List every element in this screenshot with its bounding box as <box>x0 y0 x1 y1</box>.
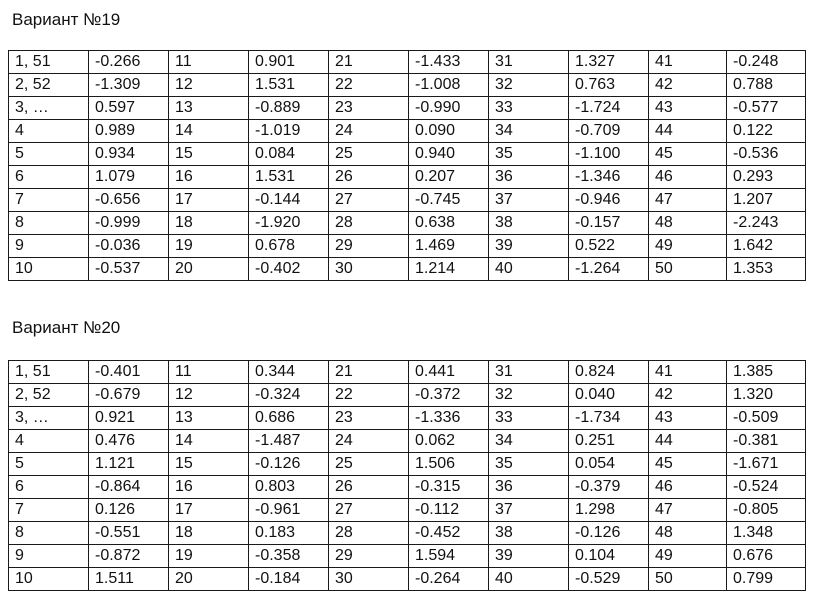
value-cell: 0.799 <box>727 568 806 591</box>
index-cell: 2, 52 <box>9 74 89 97</box>
value-cell: -1.724 <box>569 97 649 120</box>
index-cell: 16 <box>169 166 249 189</box>
index-cell: 33 <box>489 97 569 120</box>
index-cell: 39 <box>489 235 569 258</box>
value-cell: -1.336 <box>409 407 489 430</box>
value-cell: 0.597 <box>89 97 169 120</box>
value-cell: 0.441 <box>409 361 489 384</box>
table-row <box>9 212 806 235</box>
index-cell: 2, 52 <box>9 384 89 407</box>
variant-20-table <box>8 360 806 591</box>
value-cell: -0.961 <box>249 499 329 522</box>
index-cell: 32 <box>489 74 569 97</box>
value-cell: 1.214 <box>409 258 489 281</box>
index-cell: 28 <box>329 212 409 235</box>
value-cell: -1.487 <box>249 430 329 453</box>
value-cell: 1.511 <box>89 568 169 591</box>
table-row <box>9 476 806 499</box>
table-row <box>9 51 806 74</box>
value-cell: 1.469 <box>409 235 489 258</box>
index-cell: 21 <box>329 51 409 74</box>
index-cell: 17 <box>169 499 249 522</box>
value-cell: 0.989 <box>89 120 169 143</box>
index-cell: 19 <box>169 235 249 258</box>
value-cell: 1.121 <box>89 453 169 476</box>
index-cell: 48 <box>649 522 727 545</box>
index-cell: 13 <box>169 97 249 120</box>
index-cell: 17 <box>169 189 249 212</box>
value-cell: 1.079 <box>89 166 169 189</box>
value-cell: 0.940 <box>409 143 489 166</box>
index-cell: 12 <box>169 384 249 407</box>
index-cell: 1, 51 <box>9 51 89 74</box>
value-cell: -0.709 <box>569 120 649 143</box>
index-cell: 24 <box>329 120 409 143</box>
index-cell: 44 <box>649 120 727 143</box>
index-cell: 14 <box>169 430 249 453</box>
index-cell: 5 <box>9 453 89 476</box>
index-cell: 31 <box>489 361 569 384</box>
table-row <box>9 97 806 120</box>
value-cell: -1.920 <box>249 212 329 235</box>
index-cell: 3, … <box>9 407 89 430</box>
value-cell: -0.990 <box>409 97 489 120</box>
index-cell: 37 <box>489 189 569 212</box>
value-cell: -1.433 <box>409 51 489 74</box>
value-cell: -0.358 <box>249 545 329 568</box>
value-cell: -0.536 <box>727 143 806 166</box>
table-row <box>9 522 806 545</box>
value-cell: 1.320 <box>727 384 806 407</box>
value-cell: 0.676 <box>727 545 806 568</box>
value-cell: -0.324 <box>249 384 329 407</box>
value-cell: 0.207 <box>409 166 489 189</box>
index-cell: 18 <box>169 212 249 235</box>
index-cell: 14 <box>169 120 249 143</box>
index-cell: 42 <box>649 74 727 97</box>
index-cell: 34 <box>489 430 569 453</box>
value-cell: 1.385 <box>727 361 806 384</box>
index-cell: 9 <box>9 545 89 568</box>
variant-20-heading: Вариант №20 <box>12 318 121 337</box>
table-row <box>9 545 806 568</box>
table-row <box>9 384 806 407</box>
index-cell: 27 <box>329 189 409 212</box>
variant-19-heading: Вариант №19 <box>12 10 121 29</box>
table-row <box>9 74 806 97</box>
value-cell: 0.122 <box>727 120 806 143</box>
value-cell: 0.638 <box>409 212 489 235</box>
index-cell: 41 <box>649 51 727 74</box>
index-cell: 23 <box>329 407 409 430</box>
value-cell: -0.266 <box>89 51 169 74</box>
index-cell: 33 <box>489 407 569 430</box>
index-cell: 30 <box>329 258 409 281</box>
index-cell: 15 <box>169 453 249 476</box>
value-cell: -0.999 <box>89 212 169 235</box>
value-cell: -0.537 <box>89 258 169 281</box>
index-cell: 50 <box>649 258 727 281</box>
value-cell: -0.157 <box>569 212 649 235</box>
value-cell: -0.679 <box>89 384 169 407</box>
value-cell: 0.476 <box>89 430 169 453</box>
value-cell: 0.126 <box>89 499 169 522</box>
table-row <box>9 166 806 189</box>
index-cell: 46 <box>649 166 727 189</box>
index-cell: 11 <box>169 361 249 384</box>
value-cell: -0.889 <box>249 97 329 120</box>
value-cell: -0.381 <box>727 430 806 453</box>
index-cell: 31 <box>489 51 569 74</box>
value-cell: -1.264 <box>569 258 649 281</box>
index-cell: 47 <box>649 189 727 212</box>
table-row <box>9 430 806 453</box>
value-cell: -0.551 <box>89 522 169 545</box>
index-cell: 16 <box>169 476 249 499</box>
value-cell: 0.084 <box>249 143 329 166</box>
index-cell: 38 <box>489 522 569 545</box>
index-cell: 40 <box>489 258 569 281</box>
value-cell: -0.452 <box>409 522 489 545</box>
value-cell: -0.529 <box>569 568 649 591</box>
value-cell: 1.594 <box>409 545 489 568</box>
value-cell: 0.763 <box>569 74 649 97</box>
value-cell: 0.104 <box>569 545 649 568</box>
index-cell: 38 <box>489 212 569 235</box>
index-cell: 25 <box>329 143 409 166</box>
value-cell: -0.745 <box>409 189 489 212</box>
value-cell: 1.642 <box>727 235 806 258</box>
index-cell: 7 <box>9 499 89 522</box>
index-cell: 6 <box>9 166 89 189</box>
value-cell: -0.315 <box>409 476 489 499</box>
value-cell: -1.309 <box>89 74 169 97</box>
value-cell: -0.805 <box>727 499 806 522</box>
value-cell: -0.872 <box>89 545 169 568</box>
value-cell: 1.298 <box>569 499 649 522</box>
table-row <box>9 499 806 522</box>
table-row <box>9 568 806 591</box>
table-row <box>9 143 806 166</box>
value-cell: -0.509 <box>727 407 806 430</box>
value-cell: -0.524 <box>727 476 806 499</box>
index-cell: 39 <box>489 545 569 568</box>
value-cell: 0.788 <box>727 74 806 97</box>
index-cell: 49 <box>649 235 727 258</box>
value-cell: -0.656 <box>89 189 169 212</box>
index-cell: 12 <box>169 74 249 97</box>
variant-19-table <box>8 50 806 281</box>
table-row <box>9 407 806 430</box>
value-cell: -0.402 <box>249 258 329 281</box>
value-cell: -2.243 <box>727 212 806 235</box>
value-cell: 1.353 <box>727 258 806 281</box>
value-cell: -0.144 <box>249 189 329 212</box>
index-cell: 9 <box>9 235 89 258</box>
value-cell: -1.100 <box>569 143 649 166</box>
index-cell: 45 <box>649 453 727 476</box>
index-cell: 34 <box>489 120 569 143</box>
value-cell: 0.901 <box>249 51 329 74</box>
value-cell: -1.346 <box>569 166 649 189</box>
index-cell: 29 <box>329 235 409 258</box>
value-cell: 0.062 <box>409 430 489 453</box>
index-cell: 43 <box>649 97 727 120</box>
value-cell: -0.401 <box>89 361 169 384</box>
index-cell: 30 <box>329 568 409 591</box>
table-row <box>9 235 806 258</box>
index-cell: 47 <box>649 499 727 522</box>
index-cell: 4 <box>9 120 89 143</box>
index-cell: 21 <box>329 361 409 384</box>
index-cell: 49 <box>649 545 727 568</box>
index-cell: 23 <box>329 97 409 120</box>
value-cell: 1.327 <box>569 51 649 74</box>
index-cell: 15 <box>169 143 249 166</box>
value-cell: -1.671 <box>727 453 806 476</box>
index-cell: 42 <box>649 384 727 407</box>
index-cell: 10 <box>9 258 89 281</box>
value-cell: 0.824 <box>569 361 649 384</box>
index-cell: 26 <box>329 166 409 189</box>
value-cell: 0.934 <box>89 143 169 166</box>
index-cell: 45 <box>649 143 727 166</box>
value-cell: 0.921 <box>89 407 169 430</box>
value-cell: 0.686 <box>249 407 329 430</box>
index-cell: 46 <box>649 476 727 499</box>
value-cell: 0.090 <box>409 120 489 143</box>
value-cell: -1.734 <box>569 407 649 430</box>
index-cell: 29 <box>329 545 409 568</box>
index-cell: 10 <box>9 568 89 591</box>
index-cell: 22 <box>329 384 409 407</box>
value-cell: -0.577 <box>727 97 806 120</box>
value-cell: -0.126 <box>249 453 329 476</box>
index-cell: 20 <box>169 258 249 281</box>
index-cell: 8 <box>9 522 89 545</box>
value-cell: -0.264 <box>409 568 489 591</box>
value-cell: 0.344 <box>249 361 329 384</box>
index-cell: 27 <box>329 499 409 522</box>
value-cell: -1.019 <box>249 120 329 143</box>
index-cell: 7 <box>9 189 89 212</box>
table-row <box>9 258 806 281</box>
index-cell: 8 <box>9 212 89 235</box>
index-cell: 11 <box>169 51 249 74</box>
index-cell: 44 <box>649 430 727 453</box>
value-cell: -0.864 <box>89 476 169 499</box>
index-cell: 13 <box>169 407 249 430</box>
index-cell: 50 <box>649 568 727 591</box>
value-cell: 0.040 <box>569 384 649 407</box>
value-cell: 1.207 <box>727 189 806 212</box>
value-cell: -0.126 <box>569 522 649 545</box>
value-cell: -0.184 <box>249 568 329 591</box>
value-cell: -0.248 <box>727 51 806 74</box>
value-cell: 1.506 <box>409 453 489 476</box>
index-cell: 3, … <box>9 97 89 120</box>
value-cell: 0.522 <box>569 235 649 258</box>
value-cell: 0.293 <box>727 166 806 189</box>
value-cell: -0.379 <box>569 476 649 499</box>
value-cell: 1.348 <box>727 522 806 545</box>
index-cell: 25 <box>329 453 409 476</box>
index-cell: 26 <box>329 476 409 499</box>
table-row <box>9 453 806 476</box>
value-cell: 0.054 <box>569 453 649 476</box>
index-cell: 36 <box>489 476 569 499</box>
index-cell: 18 <box>169 522 249 545</box>
index-cell: 41 <box>649 361 727 384</box>
value-cell: 0.678 <box>249 235 329 258</box>
index-cell: 20 <box>169 568 249 591</box>
index-cell: 35 <box>489 143 569 166</box>
index-cell: 5 <box>9 143 89 166</box>
index-cell: 36 <box>489 166 569 189</box>
index-cell: 6 <box>9 476 89 499</box>
value-cell: 0.803 <box>249 476 329 499</box>
table-row <box>9 189 806 212</box>
value-cell: -0.946 <box>569 189 649 212</box>
value-cell: 1.531 <box>249 74 329 97</box>
index-cell: 4 <box>9 430 89 453</box>
index-cell: 37 <box>489 499 569 522</box>
table-row <box>9 361 806 384</box>
index-cell: 48 <box>649 212 727 235</box>
value-cell: -0.112 <box>409 499 489 522</box>
value-cell: -0.036 <box>89 235 169 258</box>
value-cell: -1.008 <box>409 74 489 97</box>
index-cell: 40 <box>489 568 569 591</box>
table-row <box>9 120 806 143</box>
index-cell: 28 <box>329 522 409 545</box>
value-cell: 1.531 <box>249 166 329 189</box>
index-cell: 1, 51 <box>9 361 89 384</box>
index-cell: 19 <box>169 545 249 568</box>
value-cell: 0.251 <box>569 430 649 453</box>
index-cell: 22 <box>329 74 409 97</box>
value-cell: 0.183 <box>249 522 329 545</box>
index-cell: 24 <box>329 430 409 453</box>
value-cell: -0.372 <box>409 384 489 407</box>
index-cell: 35 <box>489 453 569 476</box>
index-cell: 32 <box>489 384 569 407</box>
index-cell: 43 <box>649 407 727 430</box>
